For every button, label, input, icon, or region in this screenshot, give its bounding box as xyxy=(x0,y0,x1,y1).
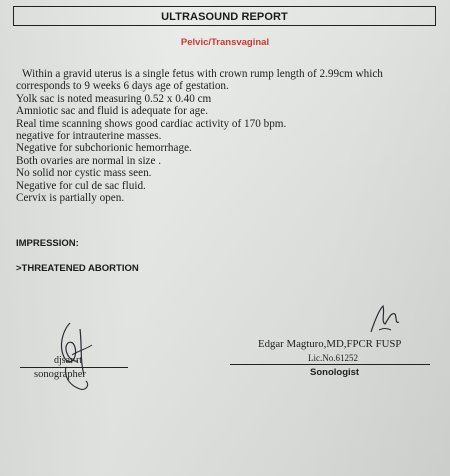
sonologist-name: Edgar Magturo,MD,FPCR FUSP xyxy=(258,338,402,350)
sonologist-signature-scribble xyxy=(365,300,405,338)
report-subtitle: Pelvic/Transvaginal xyxy=(180,37,270,48)
sonologist-signature-line xyxy=(230,364,430,365)
impression-text: >THREATENED ABORTION xyxy=(16,263,139,274)
sonologist-license: Lic.No.61252 xyxy=(308,353,358,363)
finding-line: Both ovaries are normal in size . xyxy=(16,154,162,167)
sonographer-signature-line xyxy=(20,367,128,368)
finding-line: Real time scanning shows good cardiac activity of 170 bpm. xyxy=(16,117,287,130)
impression-label: IMPRESSION: xyxy=(16,238,79,249)
findings-block xyxy=(16,68,436,204)
sonologist-signature-block xyxy=(230,300,440,390)
sonographer-role: sonographer xyxy=(34,369,86,380)
finding-line: Within a gravid uterus is a single fetus with crown rump length of 2.99cm which xyxy=(22,68,383,80)
finding-line: Yolk sac is noted measuring 0.52 x 0.40 cm xyxy=(16,92,212,105)
finding-line: No solid nor cystic mass seen. xyxy=(16,167,152,180)
sonographer-initials: djsar rt xyxy=(54,355,83,366)
finding-line: Negative for subchorionic hemorrhage. xyxy=(16,142,192,155)
finding-line: Cervix is partially open. xyxy=(16,192,125,205)
report-title: ULTRASOUND REPORT xyxy=(161,11,288,23)
report-title-box xyxy=(13,6,436,26)
sonographer-signature-block xyxy=(20,315,130,390)
finding-line: Amniotic sac and fluid is adequate for age. xyxy=(16,105,208,118)
finding-line: Negative for cul de sac fluid. xyxy=(16,179,146,192)
sonologist-role: Sonologist xyxy=(310,367,360,378)
finding-line: negative for intrauterine masses. xyxy=(16,130,162,143)
finding-line: corresponds to 9 weeks 6 days age of gestation. xyxy=(16,80,229,93)
